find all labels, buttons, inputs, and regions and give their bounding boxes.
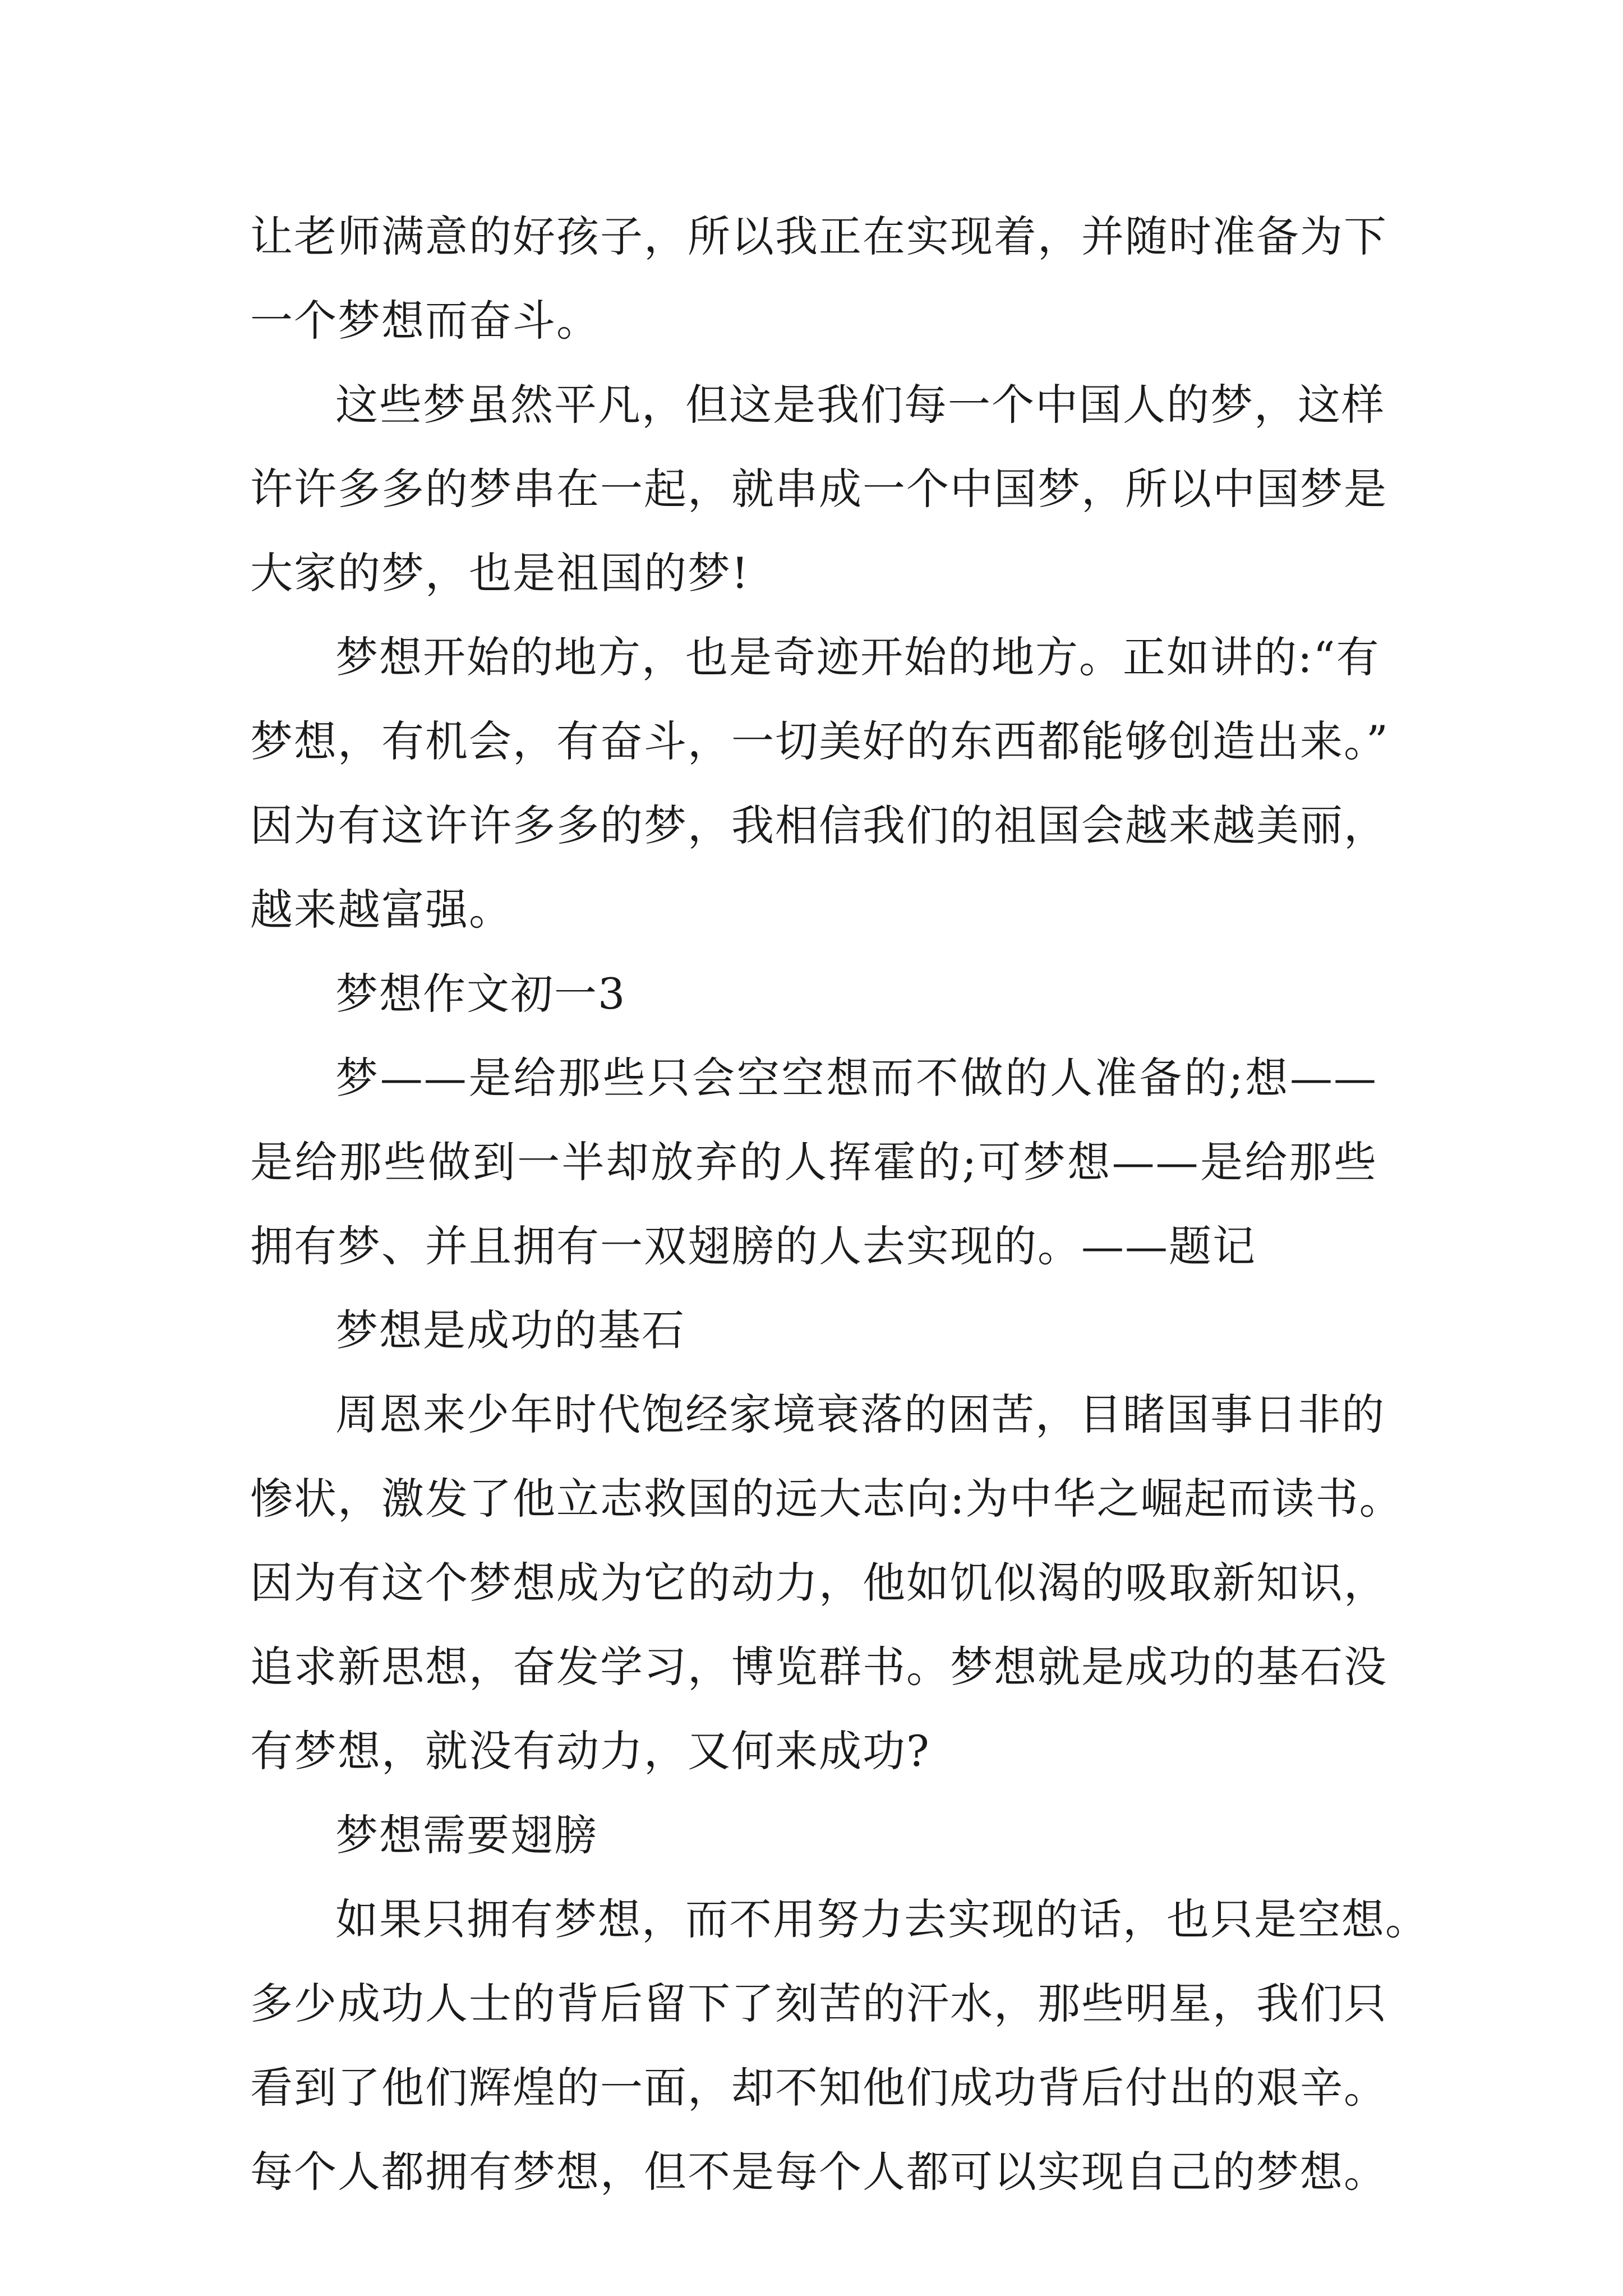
text-line: 梦想开始的地方，也是奇迹开始的地方。正如讲的:“有	[335, 632, 1380, 682]
text-line: 看到了他们辉煌的一面，却不知他们成功背后付出的艰辛。	[250, 2063, 1387, 2113]
text-line: 一个梦想而奋斗。	[250, 296, 600, 346]
text-line: 让老师满意的好孩子，所以我正在实现着，并随时准备为下	[250, 211, 1387, 261]
text-line: 每个人都拥有梦想，但不是每个人都可以实现自己的梦想。	[250, 2147, 1387, 2197]
text-line: 梦——是给那些只会空空想而不做的人准备的;想——	[335, 1053, 1377, 1103]
text-line: 拥有梦、并且拥有一双翅膀的人去实现的。——题记	[250, 1221, 1256, 1271]
section-title: 梦想作文初一3	[335, 969, 626, 1019]
text-line: 梦想，有机会，有奋斗，一切美好的东西都能够创造出来。”	[250, 716, 1389, 766]
text-line: 大家的梦，也是祖国的梦!	[250, 548, 750, 598]
text-line: 因为有这许许多多的梦，我相信我们的祖国会越来越美丽，	[250, 800, 1387, 850]
text-line: 因为有这个梦想成为它的动力，他如饥似渴的吸取新知识，	[250, 1558, 1387, 1608]
text-line: 多少成功人士的背后留下了刻苦的汗水，那些明星，我们只	[250, 1978, 1387, 2028]
text-line: 有梦想，就没有动力，又何来成功?	[250, 1726, 930, 1776]
text-line: 越来越富强。	[250, 885, 513, 935]
text-line: 追求新思想，奋发学习，博览群书。梦想就是成功的基石没	[250, 1642, 1387, 1692]
text-line: 这些梦虽然平凡，但这是我们每一个中国人的梦，这样	[335, 380, 1385, 430]
text-line: 惨状，激发了他立志救国的远大志向:为中华之崛起而读书。	[250, 1474, 1403, 1524]
subheading: 梦想需要翅膀	[335, 1810, 598, 1860]
text-line: 如果只拥有梦想，而不用努力去实现的话，也只是空想。	[335, 1894, 1429, 1944]
text-line: 周恩来少年时代饱经家境衰落的困苦，目睹国事日非的	[335, 1389, 1385, 1439]
text-line: 许许多多的梦串在一起，就串成一个中国梦，所以中国梦是	[250, 464, 1387, 514]
text-line: 是给那些做到一半却放弃的人挥霍的;可梦想——是给那些	[250, 1137, 1377, 1187]
subheading: 梦想是成功的基石	[335, 1305, 685, 1355]
